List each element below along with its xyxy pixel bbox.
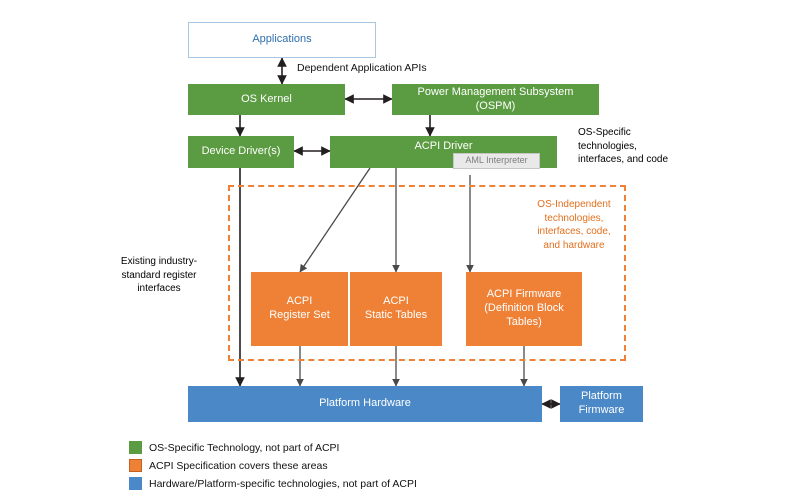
acpi-register-set-line2: Register Set: [269, 309, 330, 321]
os-independent-line3: interfaces, code,: [537, 226, 611, 237]
legend-item-0: [129, 441, 339, 454]
acpi-firmware-line2: (Definition Block: [484, 302, 564, 315]
platform-hardware-label: Platform Hardware: [319, 397, 411, 410]
legend-swatch-blue: [129, 477, 142, 490]
os-specific-line3: interfaces, and code: [578, 154, 669, 165]
acpi-firmware-box: [466, 272, 582, 346]
legend-label-2: Hardware/Platform-specific technologies, not part of ACPI: [149, 477, 417, 490]
os-specific-line1: OS-Specific: [578, 127, 631, 138]
os-independent-annotation: [518, 198, 630, 252]
os-independent-line4: and hardware: [543, 239, 605, 251]
ospm-box: [392, 84, 599, 115]
dependent-apis-label: Dependent Application APIs: [297, 62, 427, 74]
acpi-register-set-box: [251, 272, 348, 346]
platform-firmware-line2: Firmware: [578, 404, 625, 416]
acpi-static-tables-line2: Static Tables: [364, 309, 428, 321]
os-specific-annotation: [578, 126, 698, 167]
device-drivers-label: Device Driver(s): [201, 145, 281, 158]
legend-item-2: [129, 477, 417, 490]
ospm-label: Power Management Subsystem (OSPM): [417, 85, 574, 112]
acpi-static-tables-box: [350, 272, 442, 346]
existing-interfaces-annotation: [104, 255, 214, 296]
legend-swatch-green: [129, 441, 142, 454]
acpi-firmware-line1: ACPI Firmware: [486, 288, 562, 301]
existing-line3: interfaces: [137, 283, 181, 294]
platform-firmware-box: [560, 386, 643, 422]
os-independent-line2: technologies,: [544, 212, 604, 224]
legend-swatch-orange: [129, 459, 142, 472]
acpi-static-tables-line1: ACPI: [383, 295, 409, 308]
aml-interpreter-label: AML Interpreter: [465, 155, 528, 166]
aml-interpreter-box: [453, 153, 540, 169]
os-kernel-box: [188, 84, 345, 115]
legend-label-1: ACPI Specification covers these areas: [149, 459, 328, 472]
device-drivers-box: [188, 136, 294, 168]
acpi-driver-label: ACPI Driver: [414, 140, 473, 152]
legend-label-0: OS-Specific Technology, not part of ACPI: [149, 441, 340, 454]
platform-hardware-box: [188, 386, 542, 422]
acpi-register-set-line1: ACPI: [286, 295, 313, 308]
os-independent-line1: OS-Independent: [537, 199, 611, 210]
os-specific-line2: technologies,: [578, 140, 637, 152]
os-kernel-label: OS Kernel: [241, 92, 292, 105]
platform-firmware-line1: Platform: [581, 390, 622, 403]
applications-label: Applications: [252, 33, 312, 46]
existing-line1: Existing industry-: [120, 256, 198, 267]
existing-line2: standard register: [121, 269, 197, 281]
acpi-firmware-line3: Tables): [506, 315, 542, 328]
applications-box: [188, 22, 376, 58]
legend-item-1: [129, 459, 328, 472]
